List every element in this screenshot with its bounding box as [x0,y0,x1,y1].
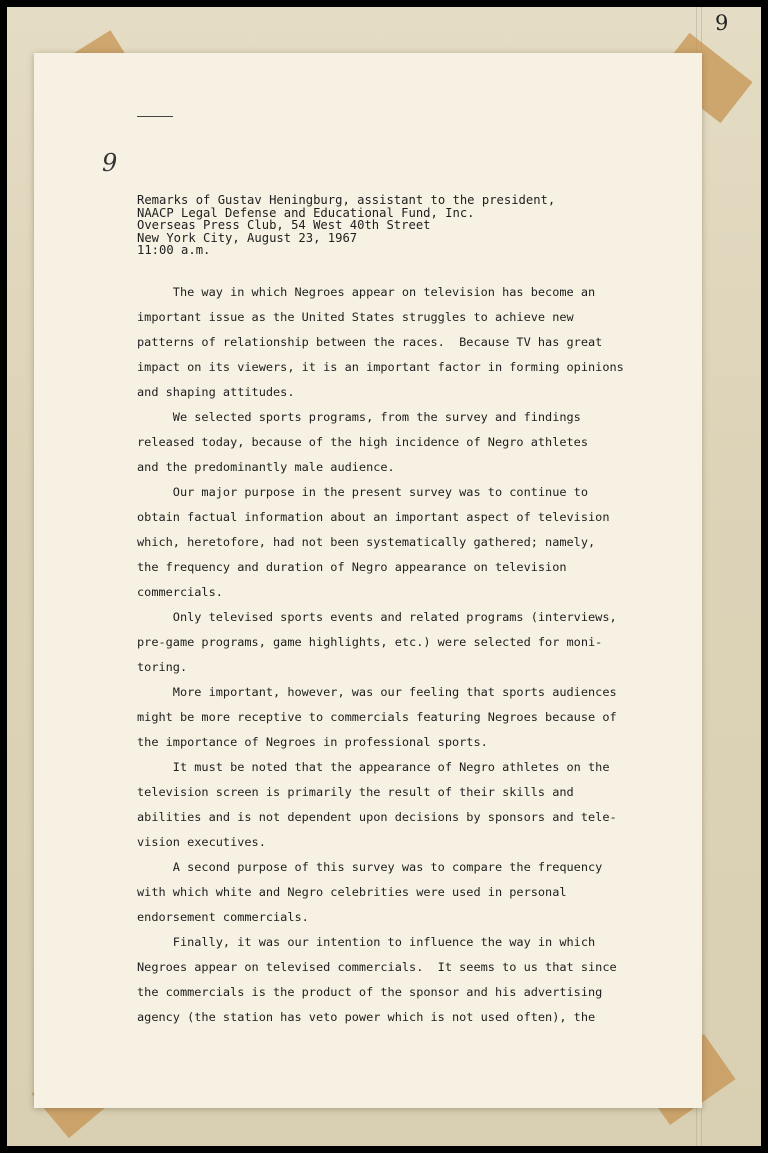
body-line: the frequency and duration of Negro appearance on television [137,560,567,574]
body-line: A second purpose of this survey was to compare the frequency [137,860,603,874]
scan-background [7,7,761,1146]
body-line: Our major purpose in the present survey was to continue to [137,485,589,499]
body-line: which, heretofore, had not been systematically gathered; namely, [137,535,596,549]
body-line: It must be noted that the appearance of Negro athletes on the [137,760,610,774]
corner-page-number: 9 [715,11,729,35]
pencil-mark [137,116,173,117]
header-line: New York City, August 23, 1967 [137,230,358,245]
body-line: We selected sports programs, from the survey and findings [137,410,581,424]
body-line: television screen is primarily the result of their skills and [137,785,574,799]
body-line: and the predominantly male audience. [137,460,395,474]
remarks-header [137,194,677,257]
body-line: the commercials is the product of the sponsor and his advertising [137,985,603,999]
body-line: vision executives. [137,835,266,849]
body-line: the importance of Negroes in professional sports. [137,735,488,749]
body-line: patterns of relationship between the races. Because TV has great [137,335,603,349]
body-line: obtain factual information about an important aspect of television [137,510,610,524]
body-line: with which white and Negro celebrities were used in personal [137,885,567,899]
body-line: agency (the station has veto power which is not used often), the [137,1010,596,1024]
body-line: abilities and is not dependent upon decisions by sponsors and tele- [137,810,617,824]
body-line: might be more receptive to commercials featuring Negroes because of [137,710,617,724]
body-line: Negroes appear on televised commercials. It seems to us that since [137,960,617,974]
body-line: Finally, it was our intention to influence the way in which [137,935,596,949]
body-line: toring. [137,660,188,674]
handwritten-page-number: 9 [102,149,118,177]
body-line: Only televised sports events and related programs (interviews, [137,610,617,624]
typed-page [34,53,702,1108]
header-line: NAACP Legal Defense and Educational Fund, Inc. [137,205,475,220]
body-line: endorsement commercials. [137,910,309,924]
body-line: released today, because of the high incidence of Negro athletes [137,435,589,449]
body-text [137,280,682,1030]
body-line: The way in which Negroes appear on television has become an [137,285,596,299]
body-line: More important, however, was our feeling that sports audiences [137,685,617,699]
header-line: Overseas Press Club, 54 West 40th Street [137,218,431,233]
body-line: impact on its viewers, it is an important factor in forming opinions [137,360,624,374]
header-line: 11:00 a.m. [137,243,211,258]
body-line: commercials. [137,585,223,599]
body-line: important issue as the United States struggles to achieve new [137,310,574,324]
body-line: and shaping attitudes. [137,385,295,399]
header-line: Remarks of Gustav Heningburg, assistant to the president, [137,193,556,207]
body-line: pre-game programs, game highlights, etc.) were selected for moni- [137,635,603,649]
